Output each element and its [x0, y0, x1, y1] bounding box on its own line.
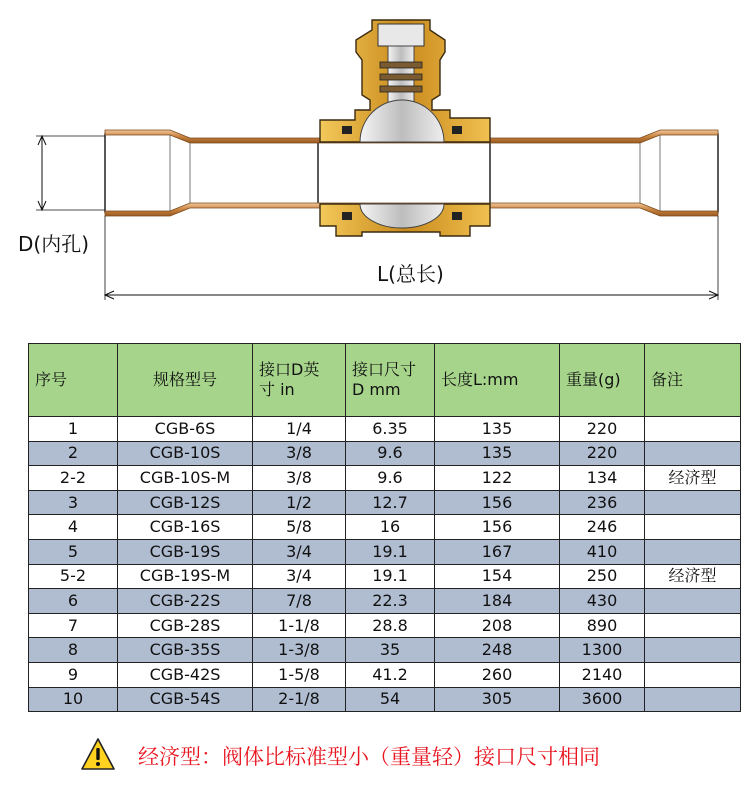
cell-remarks: 经济型 [645, 564, 741, 589]
cell-length: 135 [435, 441, 560, 466]
note-text: 经济型：阀体比标准型小（重量轻）接口尺寸相同 [138, 745, 600, 769]
cell-length: 135 [435, 417, 560, 442]
cell-index: 5 [29, 539, 118, 564]
cell-mm-size: 19.1 [346, 539, 435, 564]
table-body [29, 417, 741, 712]
cell-model: CGB-22S [118, 589, 253, 614]
cell-inch-size: 3/4 [253, 539, 346, 564]
cell-weight: 134 [560, 466, 645, 491]
cell-weight: 250 [560, 564, 645, 589]
cell-weight: 1300 [560, 638, 645, 663]
cell-weight: 410 [560, 539, 645, 564]
ball-valve-drawing [0, 0, 750, 320]
header-model: 规格型号 [118, 344, 253, 417]
cell-mm-size: 6.35 [346, 417, 435, 442]
cell-mm-size: 41.2 [346, 662, 435, 687]
cell-model: CGB-12S [118, 490, 253, 515]
cell-mm-size: 54 [346, 687, 435, 712]
cell-remarks [645, 613, 741, 638]
cell-model: CGB-28S [118, 613, 253, 638]
cell-inch-size: 3/4 [253, 564, 346, 589]
cell-index: 10 [29, 687, 118, 712]
cell-inch-size: 3/8 [253, 441, 346, 466]
cell-weight: 236 [560, 490, 645, 515]
cell-index: 9 [29, 662, 118, 687]
header-remarks: 备注 [645, 344, 741, 417]
cell-model: CGB-19S-M [118, 564, 253, 589]
cell-index: 8 [29, 638, 118, 663]
cell-remarks [645, 687, 741, 712]
header-mm-size: 接口尺寸 D mm [346, 344, 435, 417]
cell-index: 5-2 [29, 564, 118, 589]
table-row [29, 662, 741, 687]
cell-model: CGB-19S [118, 539, 253, 564]
cell-mm-size: 28.8 [346, 613, 435, 638]
table-row [29, 539, 741, 564]
cell-index: 7 [29, 613, 118, 638]
cell-index: 6 [29, 589, 118, 614]
cell-weight: 3600 [560, 687, 645, 712]
cell-mm-size: 19.1 [346, 564, 435, 589]
cell-mm-size: 9.6 [346, 466, 435, 491]
valve-diagram [0, 0, 750, 320]
cell-mm-size: 22.3 [346, 589, 435, 614]
table-row [29, 466, 741, 491]
cell-model: CGB-35S [118, 638, 253, 663]
cell-length: 167 [435, 539, 560, 564]
table-header-row [29, 344, 741, 417]
header-index: 序号 [29, 344, 118, 417]
cell-mm-size: 9.6 [346, 441, 435, 466]
cell-length: 208 [435, 613, 560, 638]
cell-model: CGB-10S-M [118, 466, 253, 491]
cell-weight: 2140 [560, 662, 645, 687]
cell-index: 4 [29, 515, 118, 540]
cell-inch-size: 7/8 [253, 589, 346, 614]
cell-mm-size: 35 [346, 638, 435, 663]
header-inch-size: 接口D英 寸 in [253, 344, 346, 417]
table-row [29, 613, 741, 638]
cell-model: CGB-6S [118, 417, 253, 442]
cell-length: 305 [435, 687, 560, 712]
cell-length: 156 [435, 515, 560, 540]
cell-inch-size: 1/4 [253, 417, 346, 442]
table-row [29, 515, 741, 540]
note-bar [80, 735, 740, 775]
cell-length: 184 [435, 589, 560, 614]
table-row [29, 441, 741, 466]
cell-remarks [645, 417, 741, 442]
warning-icon [80, 737, 116, 771]
cell-inch-size: 1-3/8 [253, 638, 346, 663]
cell-inch-size: 3/8 [253, 466, 346, 491]
d-dimension-label: D(内孔) [18, 232, 90, 256]
cell-inch-size: 5/8 [253, 515, 346, 540]
cell-inch-size: 2-1/8 [253, 687, 346, 712]
cell-weight: 246 [560, 515, 645, 540]
cell-length: 154 [435, 564, 560, 589]
table-row [29, 417, 741, 442]
cell-mm-size: 12.7 [346, 490, 435, 515]
cell-length: 248 [435, 638, 560, 663]
cell-remarks: 经济型 [645, 466, 741, 491]
cell-inch-size: 1-5/8 [253, 662, 346, 687]
cell-remarks [645, 515, 741, 540]
cell-remarks [645, 441, 741, 466]
l-dimension-label: L(总长) [377, 262, 444, 286]
table-row [29, 564, 741, 589]
header-weight: 重量(g) [560, 344, 645, 417]
table-row [29, 490, 741, 515]
cell-remarks [645, 662, 741, 687]
cell-weight: 220 [560, 441, 645, 466]
cell-index: 2 [29, 441, 118, 466]
cell-model: CGB-16S [118, 515, 253, 540]
cell-index: 2-2 [29, 466, 118, 491]
cell-inch-size: 1-1/8 [253, 613, 346, 638]
cell-mm-size: 16 [346, 515, 435, 540]
cell-weight: 220 [560, 417, 645, 442]
cell-length: 122 [435, 466, 560, 491]
table-row [29, 638, 741, 663]
cell-weight: 890 [560, 613, 645, 638]
cell-remarks [645, 539, 741, 564]
table-row [29, 687, 741, 712]
cell-remarks [645, 638, 741, 663]
cell-remarks [645, 490, 741, 515]
cell-model: CGB-54S [118, 687, 253, 712]
cell-index: 1 [29, 417, 118, 442]
cell-length: 260 [435, 662, 560, 687]
spec-table [28, 343, 741, 712]
header-length: 长度L:mm [435, 344, 560, 417]
cell-weight: 430 [560, 589, 645, 614]
cell-index: 3 [29, 490, 118, 515]
cell-model: CGB-10S [118, 441, 253, 466]
cell-model: CGB-42S [118, 662, 253, 687]
table-row [29, 589, 741, 614]
cell-remarks [645, 589, 741, 614]
cell-length: 156 [435, 490, 560, 515]
cell-inch-size: 1/2 [253, 490, 346, 515]
